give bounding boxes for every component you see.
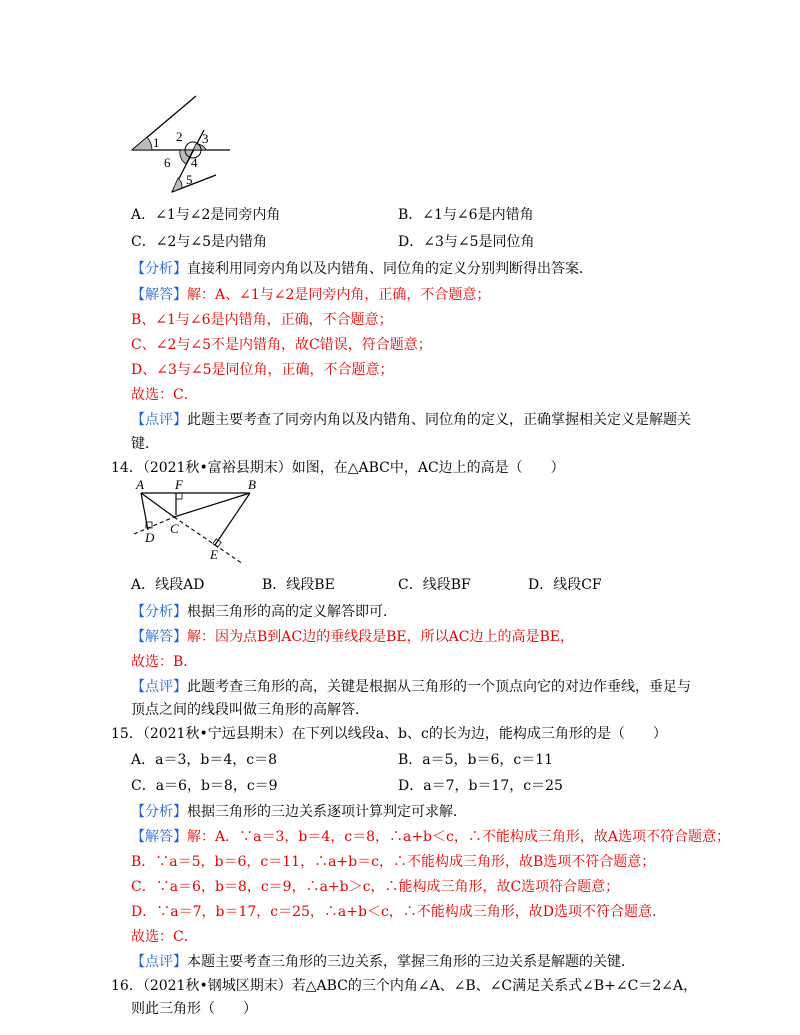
comment-tag: 【点评】: [131, 679, 187, 695]
q15-option-c: C．a＝6，b＝8，c＝9: [131, 778, 278, 794]
comment-tag: 【点评】: [131, 412, 187, 428]
q15-solution-line-1: [131, 827, 730, 847]
q15-option-a: A．a＝3，b＝4，c＝8: [131, 752, 277, 768]
q14-solution: [131, 627, 574, 647]
fig-label-6: 6: [164, 155, 171, 170]
q15-analysis: [131, 802, 467, 822]
segment-ac: [141, 493, 174, 517]
solution-text: 解：A．∵a＝3，b＝4，c＝8，∴a+b＜c，∴不能构成三角形，故A选项不符合题意；: [187, 829, 730, 845]
analysis-tag: 【分析】: [131, 604, 187, 620]
triangle-height-figure: [128, 478, 258, 570]
solution-tag: 【解答】: [131, 829, 187, 845]
segment-be: [215, 493, 250, 545]
q15-solution-line-3: C．∵a＝6，b＝8，c＝9，∴a+b＞c，∴能构成三角形，故C选项符合题意；: [131, 879, 620, 895]
q13-option-a: A．∠1与∠2是同旁内角: [131, 207, 281, 223]
angle-figure: [120, 92, 250, 200]
q14-option-c: C．线段BF: [398, 577, 471, 593]
analysis-text: 根据三角形的高的定义解答即可．: [187, 604, 397, 620]
q15-option-b: B．a＝5，b＝6，c＝11: [398, 752, 554, 768]
q15-option-d: D．a＝7，b＝17，c＝25: [398, 778, 563, 794]
q13-analysis: [131, 259, 593, 279]
dashed-line-ce: [174, 517, 243, 564]
q14-option-d: D．线段CF: [528, 577, 602, 593]
solution-tag: 【解答】: [131, 287, 187, 303]
q13-answer: 故选：C．: [131, 387, 198, 403]
point-label-f: F: [175, 478, 183, 492]
q16-stem-line-1: 16．（2021秋•钢城区期末）若△ABC的三个内角∠A、∠B、∠C满足关系式∠B+∠C＝2∠A，: [111, 978, 698, 994]
q13-comment-line-1: [131, 410, 691, 430]
q14-answer: 故选：B．: [131, 654, 198, 670]
q15-solution-line-4: D．∵a＝7，b＝17，c＝25，∴a+b＜c，∴不能构成三角形，故D选项不符合题意．: [131, 904, 667, 920]
fig-label-2: 2: [176, 129, 183, 144]
q14-comment-line-2: 顶点之间的线段叫做三角形的高解答．: [131, 702, 369, 718]
segment-bc: [174, 493, 250, 517]
q14-option-b: B．线段BE: [262, 577, 335, 593]
comment-text: 本题主要考查三角形的三边关系，掌握三角形的三边关系是解题的关键．: [187, 954, 635, 970]
q13-solution-line-4: D、∠3与∠5是同位角，正确，不合题意；: [131, 362, 394, 378]
angle-arc-5: [172, 178, 182, 192]
comment-text: 此题主要考查了同旁内角以及内错角、同位角的定义，正确掌握相关定义是解题关: [187, 412, 691, 428]
fig-label-5: 5: [186, 172, 193, 187]
q13-solution-line-3: C、∠2与∠5不是内错角，故C错误，符合题意；: [131, 337, 432, 353]
q13-solution-line-2: B、∠1与∠6是内错角，正确，不合题意；: [131, 312, 393, 328]
q14-option-a: A．线段AD: [131, 577, 205, 593]
q16-stem-line-2: 则此三角形（ ）: [131, 1001, 257, 1017]
right-angle-mark-f: [176, 493, 182, 499]
point-label-c: C: [170, 521, 179, 536]
comment-text: 此题考查三角形的高，关键是根据从三角形的一个顶点向它的对边作垂线，垂足与: [187, 679, 691, 695]
q15-answer: 故选：C．: [131, 929, 198, 945]
q13-comment-line-2: 键．: [131, 436, 159, 452]
point-label-a: A: [136, 478, 144, 492]
solution-text: 解：A、∠1与∠2是同旁内角，正确，不合题意；: [187, 287, 491, 303]
point-label-e: E: [210, 547, 218, 562]
point-label-b: B: [248, 478, 256, 492]
analysis-tag: 【分析】: [131, 804, 187, 820]
analysis-text: 根据三角形的三边关系逐项计算判定可求解．: [187, 804, 467, 820]
q13-option-c: C．∠2与∠5是内错角: [131, 234, 267, 250]
analysis-text: 直接利用同旁内角以及内错角、同位角的定义分别判断得出答案．: [187, 261, 593, 277]
point-label-d: D: [145, 530, 155, 545]
q15-comment: [131, 952, 635, 972]
solution-text: 解：因为点B到AC边的垂线段是BE，所以AC边上的高是BE，: [187, 629, 574, 645]
q15-solution-line-2: B．∵a＝5，b＝6，c＝11，∴a+b＝c，∴不能构成三角形，故B选项不符合题意；: [131, 854, 656, 870]
q14-analysis: [131, 602, 397, 622]
analysis-tag: 【分析】: [131, 261, 187, 277]
q13-option-b: B．∠1与∠6是内错角: [398, 207, 534, 223]
fig-label-1: 1: [153, 135, 160, 150]
fig-label-4: 4: [191, 155, 198, 170]
q14-stem: 14．（2021秋•富裕县期末）如图，在△ABC中，AC边上的高是（ ）: [111, 460, 565, 476]
fig-label-3: 3: [202, 131, 209, 146]
q13-solution-line-1: [131, 285, 490, 305]
comment-tag: 【点评】: [131, 954, 187, 970]
segment-ad: [141, 493, 148, 530]
q14-comment-line-1: [131, 677, 691, 697]
q13-option-d: D．∠3与∠5是同位角: [398, 234, 535, 250]
angle-arc-1: [132, 137, 152, 150]
q15-stem: 15．（2021秋•宁远县期末）在下列以线段a、b、c的长为边，能构成三角形的是（ ）: [111, 726, 667, 742]
solution-tag: 【解答】: [131, 629, 187, 645]
